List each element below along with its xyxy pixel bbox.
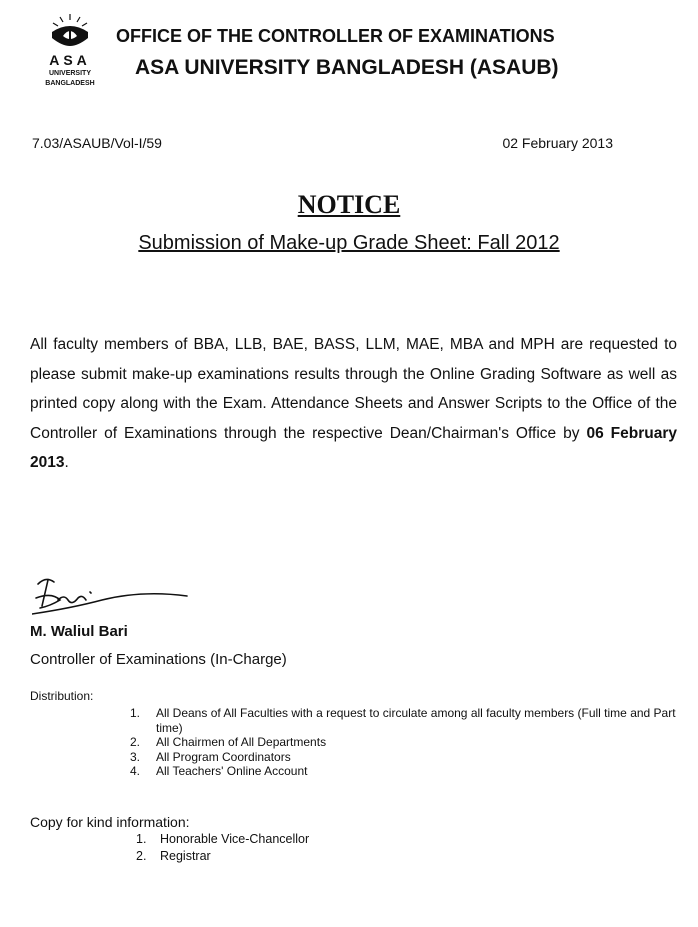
signatory-title: Controller of Examinations (In-Charge) (30, 651, 287, 668)
list-item-number: 1. (130, 706, 141, 720)
university-heading: ASA UNIVERSITY BANGLADESH (ASAUB) (135, 56, 559, 79)
university-logo (40, 12, 100, 88)
deadline-date: 06 February 2013 (30, 424, 677, 471)
signature (32, 570, 192, 625)
logo-country-label: BANGLADESH (45, 80, 95, 87)
list-item (136, 848, 309, 865)
list-item-text: All Teachers' Online Account (156, 764, 308, 778)
office-heading: OFFICE OF THE CONTROLLER OF EXAMINATIONS (116, 26, 555, 46)
list-item (136, 831, 309, 848)
list-item-number: 3. (130, 749, 141, 764)
list-item-number: 2. (136, 849, 147, 863)
distribution-heading: Distribution: (30, 689, 94, 703)
list-item (130, 735, 680, 750)
signatory-name: M. Waliul Bari (30, 623, 128, 640)
list-item-number: 1. (136, 832, 147, 846)
asa-emblem-icon (48, 12, 92, 48)
copy-heading: Copy for kind information: (30, 814, 190, 830)
logo-university-label: UNIVERSITY (48, 70, 91, 77)
logo-abbreviation: ASA (49, 52, 91, 68)
notice-body (30, 330, 677, 478)
list-item-text: All Program Coordinators (156, 749, 291, 764)
notice-subject (0, 232, 698, 255)
distribution-list (130, 706, 680, 779)
list-item-number: 4. (130, 764, 141, 778)
reference-number: 7.03/ASAUB/Vol-I/59 (32, 135, 162, 151)
list-item-text: Registrar (160, 849, 211, 863)
notice-body-end: . (64, 454, 69, 471)
list-item (130, 750, 680, 765)
notice-title (0, 190, 698, 220)
notice-title-text: NOTICE (297, 190, 401, 219)
list-item-number: 2. (130, 735, 141, 749)
list-item-text: All Chairmen of All Departments (156, 735, 327, 749)
notice-date: 02 February 2013 (502, 135, 613, 151)
list-item-text: All Deans of All Faculties with a request to circulate among all faculty members (Full time and Part time) (156, 706, 676, 735)
list-item-text: Honorable Vice-Chancellor (160, 832, 310, 846)
copy-list (136, 831, 309, 865)
handwritten-signature-icon (32, 570, 192, 620)
list-item (130, 706, 680, 735)
notice-body-text: All faculty members of BBA, LLB, BAE, BASS, LLM, MAE, MBA and MPH are requested to please submit make-up examinations results through the Online Grading Software as well as printed copy along with the Exam. Attendance Sheets and Answer Scripts to the Office of the Controller of Examinations through the respective Dean/Chairman's Office by (30, 336, 677, 442)
notice-subject-text: Submission of Make-up Grade Sheet: Fall 2012 (138, 232, 560, 254)
list-item (130, 764, 680, 779)
